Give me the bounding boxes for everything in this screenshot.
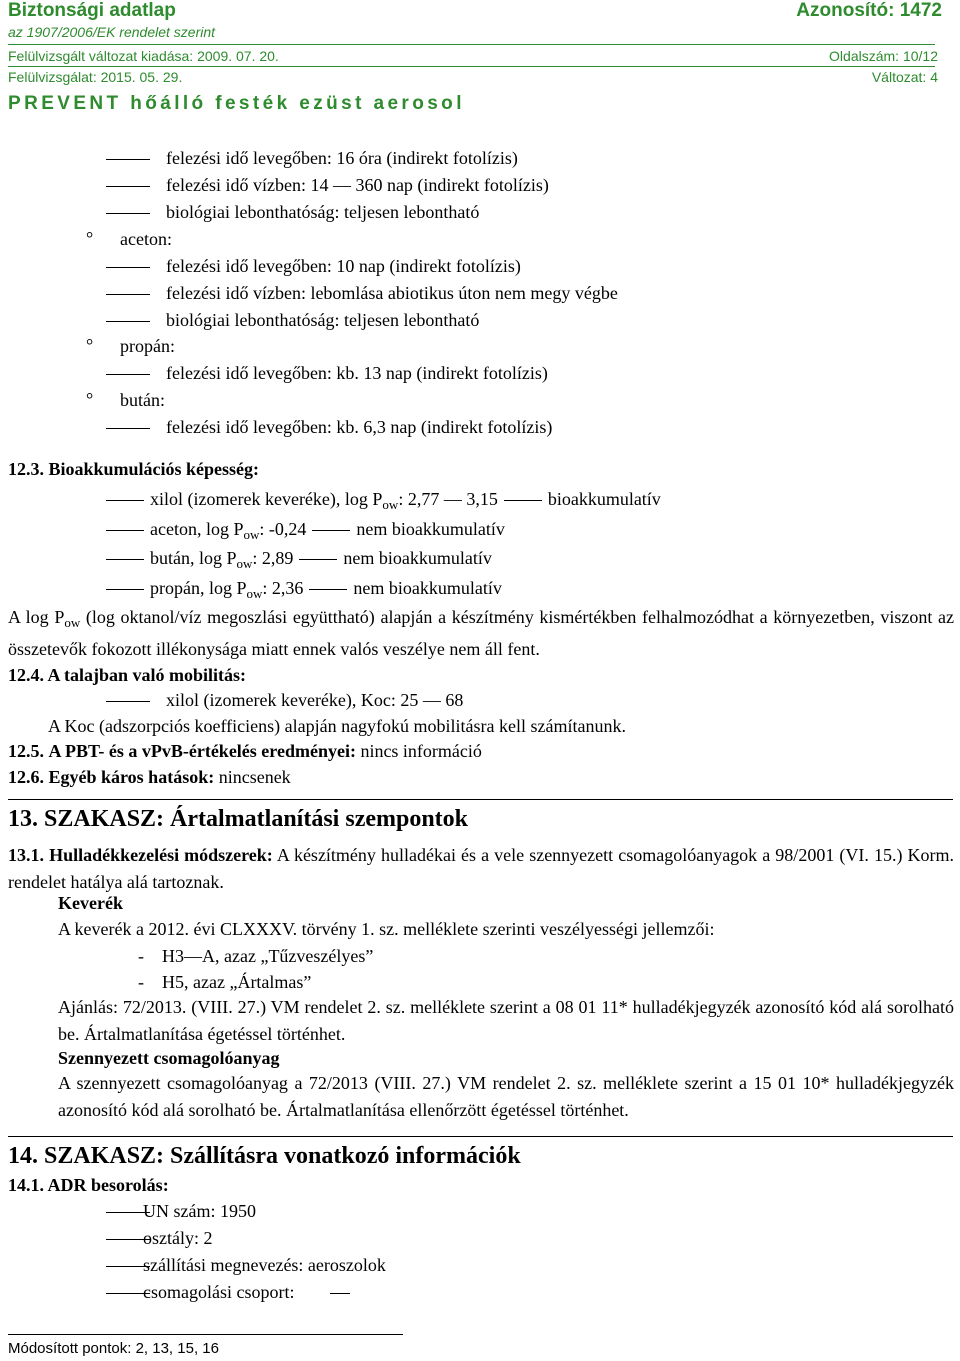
section-title: A talajban való mobilitás:: [47, 665, 247, 685]
mixture-label: Keverék: [58, 893, 123, 913]
dash-marker: [106, 500, 144, 501]
row-value: : -0,24: [259, 519, 307, 539]
mobility-paragraph: A Koc (adszorpciós koefficiens) alapján nagyfokú mobilitásra kell számítanunk.: [48, 716, 626, 736]
list-item: xilol (izomerek keveréke), Koc: 25 — 68: [166, 690, 464, 710]
row-text: aceton, log P: [150, 519, 244, 539]
dash-marker: [330, 1293, 350, 1294]
document-title: Biztonsági adatlap: [8, 0, 176, 21]
dash-marker: [312, 530, 350, 531]
section-title: A PBT- és a vPvB-értékelés eredményei:: [48, 741, 356, 761]
row-result: nem bioakkumulatív: [356, 519, 505, 539]
section-title: Bioakkumulációs képesség:: [48, 459, 260, 479]
degree-bullet: °: [86, 389, 94, 409]
row-text: xilol (izomerek keveréke), log P: [150, 489, 383, 509]
section-13-title: 13. SZAKASZ: Ártalmatlanítási szempontok: [8, 806, 469, 832]
dash-marker: [309, 589, 347, 590]
section-12-4-heading: [8, 664, 246, 686]
paragraph-text: A log P: [8, 607, 65, 627]
list-item: biológiai lebonthatóság: teljesen lebontható: [166, 310, 480, 330]
logpow-paragraph: [8, 604, 954, 663]
section-number: 12.4.: [8, 665, 44, 685]
degree-bullet: °: [86, 335, 94, 355]
mixture-text: A keverék a 2012. évi CLXXXV. törvény 1. sz. melléklete szerinti veszélyességi jellemzői:: [58, 919, 715, 939]
document-identifier: Azonosító: 1472: [796, 0, 942, 21]
hazard-item: - H5, azaz „Ártalmas”: [138, 972, 312, 992]
list-item: szállítási megnevezés: aeroszolok: [143, 1255, 386, 1275]
row-text: bután, log P: [150, 548, 237, 568]
logpow-row-acetone: [106, 518, 505, 546]
list-item: osztály: 2: [143, 1228, 213, 1248]
dash-marker: [106, 374, 150, 375]
row-result: nem bioakkumulatív: [353, 578, 502, 598]
substance-label: bután:: [120, 390, 165, 410]
product-name: PREVENT hőálló festék ezüst aerosol: [8, 93, 465, 114]
subscript: ow: [382, 497, 399, 512]
section-title: ADR besorolás:: [47, 1175, 169, 1195]
subscript: ow: [236, 556, 253, 571]
revision-issue: Felülvizsgált változat kiadása: 2009. 07. 20.: [8, 48, 279, 64]
logpow-row-butane: [106, 547, 492, 575]
section-divider: [8, 799, 953, 800]
list-item: csomagolási csoport:: [143, 1282, 295, 1302]
revision-date: Felülvizsgálat: 2015. 05. 29.: [8, 69, 183, 85]
section-value: nincs információ: [355, 741, 482, 761]
footer-divider: [8, 1334, 403, 1335]
dash-marker: [106, 213, 150, 214]
section-13-1: [8, 842, 954, 896]
packaging-label: Szennyezett csomagolóanyag: [58, 1048, 280, 1068]
dash-marker: [106, 559, 144, 560]
section-12-6: [8, 766, 291, 788]
paragraph-text: A készítmény hulladékai és a vele szennyezett csomagolóanyagok a 98/2001 (VI. 15.) Korm. rendelet hatálya alá tartoznak.: [8, 845, 954, 892]
substance-label: propán:: [120, 336, 175, 356]
row-value: : 2,89: [252, 548, 294, 568]
section-divider: [8, 1136, 953, 1137]
paragraph-text: (log oktanol/víz megoszlási együttható) alapján a készítmény kismértékben felhalmozódhat a környezetben, viszont az összetevők fokozott illékonysága miatt ennek valós veszélye nem áll fent.: [8, 607, 954, 659]
row-value: : 2,36: [262, 578, 304, 598]
dash-marker: [106, 294, 150, 295]
list-item: biológiai lebonthatóság: teljesen lebontható: [166, 202, 480, 222]
section-14-title: 14. SZAKASZ: Szállításra vonatkozó információk: [8, 1143, 521, 1169]
dash-marker: [106, 321, 150, 322]
degree-bullet: °: [86, 228, 94, 248]
substance-label: aceton:: [120, 229, 172, 249]
section-title: Egyéb káros hatások:: [48, 767, 215, 787]
logpow-row-propane: [106, 577, 502, 605]
section-number: 13.1.: [8, 845, 44, 865]
version: Változat: 4: [871, 69, 938, 85]
section-title: Hulladékkezelési módszerek:: [49, 845, 273, 865]
section-14-1-heading: [8, 1174, 169, 1196]
row-text: propán, log P: [150, 578, 247, 598]
section-number: 12.6.: [8, 767, 44, 787]
section-number: 14.1.: [8, 1175, 44, 1195]
subscript: ow: [246, 586, 263, 601]
dash-marker: [299, 559, 337, 560]
section-12-5: [8, 740, 482, 762]
list-item: felezési idő vízben: lebomlása abiotikus úton nem megy végbe: [166, 283, 618, 303]
dash-marker: [106, 530, 144, 531]
list-item: felezési idő levegőben: 16 óra (indirekt fotolízis): [166, 148, 518, 168]
header-divider: [8, 44, 935, 45]
row-value: : 2,77 — 3,15: [398, 489, 498, 509]
section-number: 12.5.: [8, 741, 44, 761]
dash-marker: [106, 159, 150, 160]
modified-points: Módosított pontok: 2, 13, 15, 16: [8, 1340, 219, 1357]
dash-marker: [106, 267, 150, 268]
dash-marker: [106, 589, 144, 590]
logpow-row-xylene: [106, 488, 661, 516]
recommendation-paragraph: Ajánlás: 72/2013. (VIII. 27.) VM rendelet 2. sz. melléklete szerint a 08 01 11* hulladékjegyzék azonosító kód alá sorolható be. Ártalmatlanítása égetéssel történhet.: [58, 997, 954, 1044]
subscript: ow: [243, 527, 260, 542]
row-result: bioakkumulatív: [547, 489, 661, 509]
dash-marker: [106, 428, 150, 429]
row-result: nem bioakkumulatív: [343, 548, 492, 568]
header-divider: [8, 66, 935, 67]
packaging-paragraph: A szennyezett csomagolóanyag a 72/2013 (VIII. 27.) VM rendelet 2. sz. melléklete szerint a 15 01 10* hulladékjegyzék azonosító kód alá sorolható be. Ártalmatlanítása ellenőrzött égetéssel történhet.: [58, 1073, 954, 1120]
dash-marker: [106, 186, 150, 187]
regulation-reference: az 1907/2006/EK rendelet szerint: [8, 24, 216, 40]
list-item: UN szám: 1950: [143, 1201, 256, 1221]
section-value: nincsenek: [214, 767, 291, 787]
dash-marker: [106, 701, 150, 702]
hazard-item: - H3—A, azaz „Tűzveszélyes”: [138, 946, 374, 966]
list-item: felezési idő vízben: 14 — 360 nap (indirekt fotolízis): [166, 175, 549, 195]
page-number: Oldalszám: 10/12: [829, 48, 938, 64]
section-number: 12.3.: [8, 459, 44, 479]
subscript: ow: [64, 615, 81, 630]
list-item: felezési idő levegőben: kb. 6,3 nap (indirekt fotolízis): [166, 417, 553, 437]
section-12-3-heading: [8, 458, 259, 480]
dash-marker: [504, 500, 542, 501]
list-item: felezési idő levegőben: kb. 13 nap (indirekt fotolízis): [166, 363, 548, 383]
list-item: felezési idő levegőben: 10 nap (indirekt fotolízis): [166, 256, 521, 276]
